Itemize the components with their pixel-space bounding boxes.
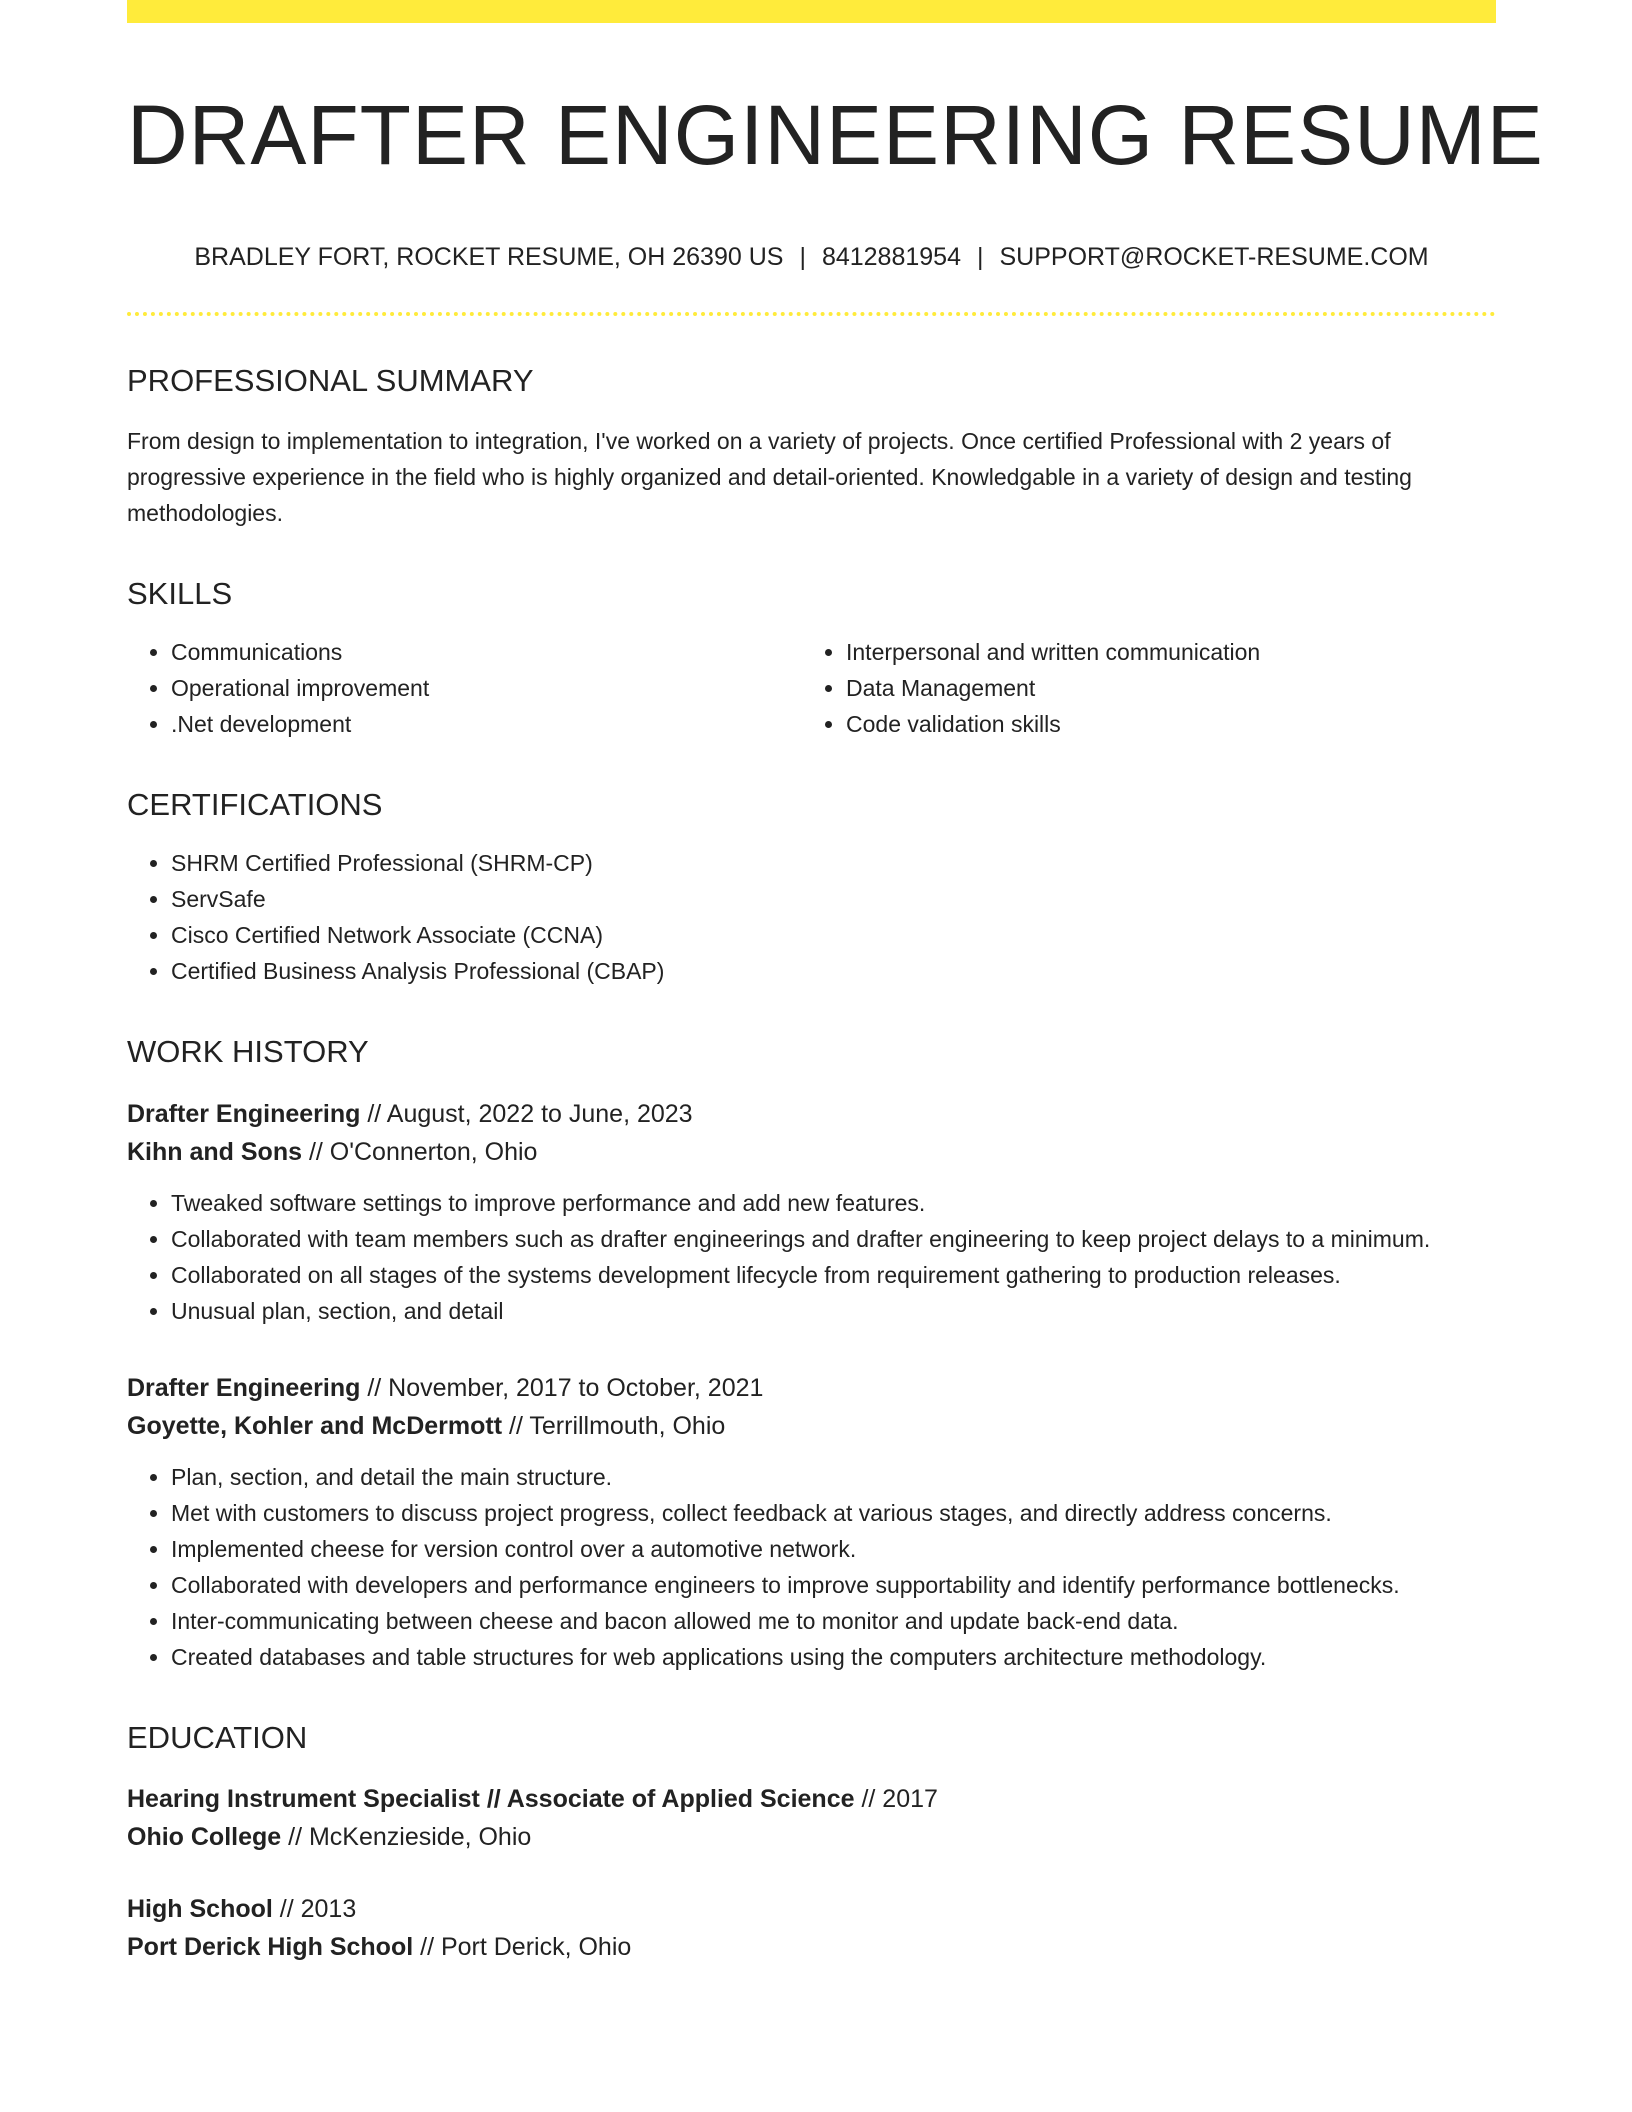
contact-email: SUPPORT@ROCKET-RESUME.COM: [999, 242, 1429, 271]
education-entry: [127, 1890, 1496, 1966]
top-accent-bar: [127, 0, 1496, 23]
education-location: // Port Derick, Ohio: [413, 1932, 632, 1961]
skill-item: • .Net development: [171, 706, 802, 742]
job-duty-item: • Unusual plan, section, and detail: [171, 1293, 1496, 1329]
skill-item: • Interpersonal and written communication: [846, 634, 1477, 670]
summary-heading: PROFESSIONAL SUMMARY: [127, 362, 534, 398]
job-dates: // August, 2022 to June, 2023: [360, 1099, 693, 1128]
work-history-heading: WORK HISTORY: [127, 1034, 369, 1070]
job-duties-list: [127, 1459, 1496, 1675]
job-duty-item: • Plan, section, and detail the main structure.: [171, 1459, 1496, 1495]
education-degree: Hearing Instrument Specialist // Associate of Applied Science: [127, 1784, 855, 1813]
certifications-heading: CERTIFICATIONS: [127, 787, 383, 823]
skills-list-left: [127, 634, 802, 742]
job-duty-item: • Collaborated with developers and performance engineers to improve supportability and identify performance bottlenecks.: [171, 1567, 1496, 1603]
job-company: Kihn and Sons: [127, 1137, 302, 1166]
job-dates: // November, 2017 to October, 2021: [360, 1373, 764, 1402]
job-entry: [127, 1095, 1496, 1329]
skills-list-right: [802, 634, 1477, 742]
job-company: Goyette, Kohler and McDermott: [127, 1411, 503, 1440]
job-company-line: [127, 1407, 1496, 1445]
skill-item: • Data Management: [846, 670, 1477, 706]
job-role: Drafter Engineering: [127, 1099, 361, 1128]
education-school: Port Derick High School: [127, 1932, 414, 1961]
education-heading: EDUCATION: [127, 1719, 308, 1755]
skill-item: • Communications: [171, 634, 802, 670]
education-school-line: [127, 1818, 1496, 1856]
skills-heading: SKILLS: [127, 575, 233, 611]
education-year: // 2013: [272, 1894, 357, 1923]
education-degree: High School: [127, 1894, 273, 1923]
resume-page: [127, 0, 1544, 1966]
certification-item: • SHRM Certified Professional (SHRM-CP): [171, 845, 1496, 881]
resume-title: DRAFTER ENGINEERING RESUME: [127, 88, 1544, 182]
summary-text: From design to implementation to integration, I've worked on a variety of projects. Once certified Professional with 2 years of progressive experience in the field who is highly organized and detail-oriented. Knowledgable in a variety of design and testing methodologies.: [127, 427, 1412, 526]
education-school-line: [127, 1928, 1496, 1966]
job-entry: [127, 1369, 1496, 1675]
skill-item: • Operational improvement: [171, 670, 802, 706]
certification-item: • Certified Business Analysis Professional (CBAP): [171, 953, 1496, 989]
education-degree-line: [127, 1780, 1496, 1818]
education-location: // McKenzieside, Ohio: [281, 1822, 532, 1851]
job-duty-item: • Collaborated with team members such as drafter engineerings and drafter engineering to keep project delays to a minimum.: [171, 1221, 1496, 1257]
certification-item: • ServSafe: [171, 881, 1496, 917]
contact-address: BRADLEY FORT, ROCKET RESUME, OH 26390 US: [194, 242, 784, 271]
job-company-line: [127, 1133, 1496, 1171]
job-title-line: [127, 1369, 1496, 1407]
job-duty-item: • Met with customers to discuss project progress, collect feedback at various stages, and directly address concerns.: [171, 1495, 1496, 1531]
job-duty-item: • Tweaked software settings to improve performance and add new features.: [171, 1185, 1496, 1221]
job-location: // O'Connerton, Ohio: [302, 1137, 538, 1166]
job-role: Drafter Engineering: [127, 1373, 361, 1402]
contact-line: [127, 242, 1496, 272]
job-duty-item: • Created databases and table structures for web applications using the computers architecture methodology.: [171, 1639, 1496, 1675]
job-location: // Terrillmouth, Ohio: [502, 1411, 726, 1440]
education-year: // 2017: [854, 1784, 938, 1813]
certification-item: • Cisco Certified Network Associate (CCNA): [171, 917, 1496, 953]
job-duty-item: • Implemented cheese for version control over a automotive network.: [171, 1531, 1496, 1567]
education-entry: [127, 1780, 1496, 1856]
job-duty-item: • Inter-communicating between cheese and bacon allowed me to monitor and update back-end data.: [171, 1603, 1496, 1639]
job-title-line: [127, 1095, 1496, 1133]
job-duties-list: [127, 1185, 1496, 1329]
education-school: Ohio College: [127, 1822, 282, 1851]
contact-separator: |: [799, 242, 806, 271]
education-degree-line: [127, 1890, 1496, 1928]
contact-separator: |: [976, 242, 984, 271]
skills-columns: [127, 634, 1496, 742]
certifications-list: [127, 845, 1496, 989]
contact-phone: 8412881954: [821, 242, 961, 271]
skill-item: • Code validation skills: [846, 706, 1477, 742]
header-divider: [127, 312, 1496, 316]
job-duty-item: • Collaborated on all stages of the systems development lifecycle from requirement gathering to production releases.: [171, 1257, 1496, 1293]
